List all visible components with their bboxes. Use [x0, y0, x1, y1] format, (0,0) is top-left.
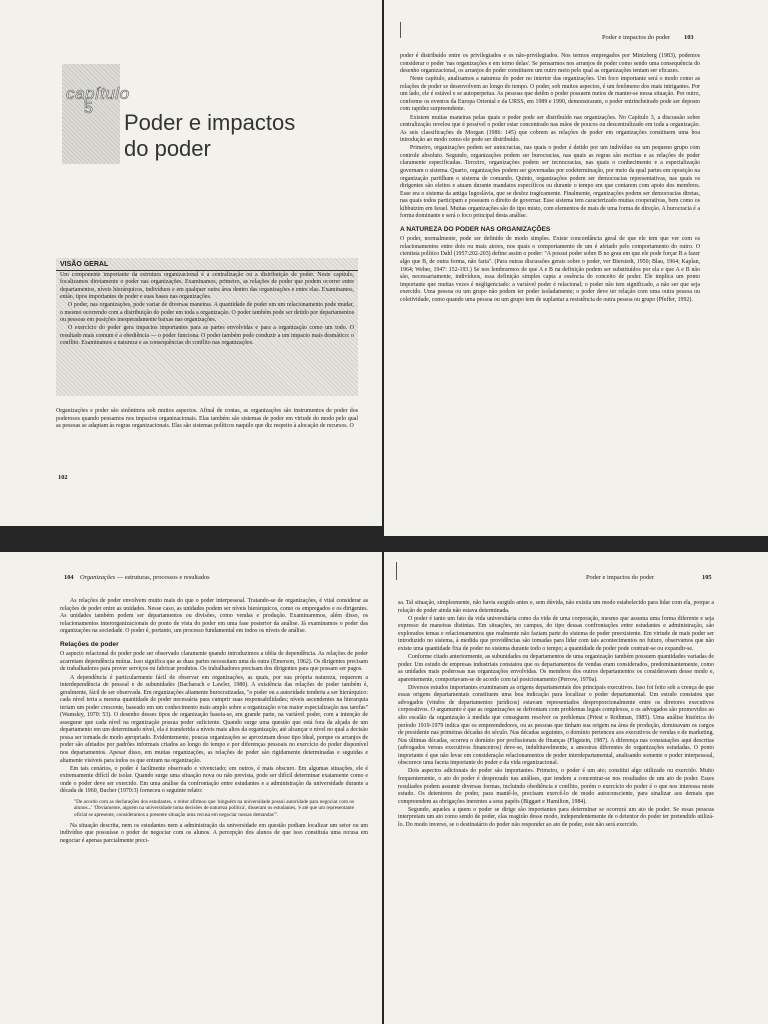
chapter-number: 5	[84, 100, 93, 117]
body-paragraph: Na situação descrita, nem os estudantes nem a administração da universidade em questão podiam localizar um setor ou um indivíduo que possuísse o poder de negociar com os alunos. A percepção dos alunos de que isso constituía uma recusa em negociar é apenas parcialmente preci-	[60, 822, 368, 844]
running-header	[64, 574, 210, 581]
body-paragraph: Diversos estudos importantes examinaram as origens departamentais dos principais executivos. Isso foi feito sob a crença de que essas origens departamentais constituem uma boa indicação para localizar o poder departamental. Um estudo constatou que advogados (vindos de departamentos jurídicos) estavam representados desproporcionalmente entre os diretores executivos corporativos. O argumento é que as organizações se defrontam com problemas legais complexos, e os advogados são promovidos ao alto escalão da organização à medida que conseguem resolver os problemas (Priest e Rothman, 1985). Uma análise histórica do período 1919-1979 indica que os empreendedores, ou as pessoas que tinham sua origem na área de produção, dominavam os cargos de presidente nas primeiras décadas do século. Nas décadas seguintes, o domínio pertenceu aos executivos de vendas e de marketing. Nas últimas décadas, ocorreu o domínio por profissionais de finanças (Fligstein, 1987). A diferença nas constatações aqui descritas (advogados versus executivos financeiros) deve-se, indubitavelmente, a amostras diferentes de organizações estudadas. O ponto importante é que não levar em consideração relacionamentos de poder interdepartamental, analisando somente o poder interpessoal, obscurece uma faceta importante do poder e da vida organizacional.	[398, 684, 714, 767]
running-header	[586, 574, 654, 581]
body-paragraph: O aspecto relacional do poder pode ser observado claramente quando introduzimos a idéia de dependência. As relações de poder acarretam dependência mútua. Isso significa que as duas partes necessitam uma da outra (Emerson, 1962). Os dirigentes precisam de trabalhadores para prover serviços ou fabricar produtos. Os trabalhadores precisam dos dirigentes para que possam ser pagos.	[60, 651, 368, 673]
chapter-label: capítulo	[66, 84, 130, 103]
overview-paragraph: Um componente importante da estrutura organizacional é a centralização ou a distribuição de poder. Neste capítulo, focalizamos diretamente o poder nas organizações. Examinamos, primeiro, as relações de poder que podem ocorrer entre departamentos, níveis hierárquicos, indivíduos e em qualquer outra área dentro das organizações e entre elas. Examinamos, então, tipos importantes de poder e suas bases nas organizações.	[60, 272, 354, 301]
overview-rule	[56, 270, 358, 271]
body-paragraph: Neste capítulo, analisamos a natureza do poder no interior das organizações. Um foco importante será o modo como as relações de poder se desenvolvem ao longo do tempo. O poder, sob muitos aspectos, é um fenômeno dos mais intrigantes. Por um lado, ele é estável e se autoperpetua. As pessoas que detêm o poder possuem meios de manter-se nessa situação. Por outro, conforme os eventos da Europa Oriental e da URSS, em 1989 e 1990, demonstraram, o poder entrincheirado pode ser deposto com rapidez surpreendente.	[400, 76, 700, 113]
page-102	[0, 0, 382, 526]
body-paragraph: Existem muitas maneiras pelas quais o poder pode ser distribuído nas organizações. No Capítulo 3, a discussão sobre centralização revelou que é possível o poder estar concentrado nas mãos de poucos ou descentralizado em toda a organização. As seis classificações de Morgan (1986: 145) que cobrem as relações de poder em organizações constituem uma boa introdução ao modo como ele pode ser distribuído.	[400, 114, 700, 144]
body-text	[400, 53, 700, 305]
intro-text	[56, 408, 358, 431]
page-103	[384, 0, 768, 536]
page-number-value: 103	[684, 34, 694, 41]
body-paragraph: O poder, normalmente, pode ser definido de modo simples. Existe concordância geral de que ele tem que ver com os relacionamentos entre dois ou mais atores, nos quais o comportamento de um é afetado pelo comportamento do outro. O cientista político Dahl (1957:202-203) define assim o poder: "A possui poder sobre B no grau em que ele pode forçar B a fazer algo que B, de outra forma, não faria". (Para outras discussões gerais sobre o poder, ver Bierstedt, 1950; Blau, 1964; Kaplan, 1964; Weber, 1947: 152-193.) Se nos lembrarmos de que A e B na definição podem ser substituídos por ela e que A e B não são, necessariamente, indivíduos, essa definição simples capta a essência do conceito de poder. Ele implica um ponto importante que muitas vezes é negligenciado: a variável poder é relacional; o poder não tem significado, a não ser que seja exercido. Uma pessoa ou um grupo não podem ter poder isoladamente; o poder deve ter relação com uma outra pessoa ou coletividade, como quando uma pessoa ou um grupo tem de suplantar a resistência de outra pessoa ou grupo (Pfeffer, 1992).	[400, 236, 700, 303]
chapter-title-line-1: Poder e impactos	[124, 110, 296, 135]
page-number: 102	[58, 474, 68, 481]
running-header-book: Organizações	[79, 574, 116, 581]
overview-paragraph: O poder, nas organizações, pode variar de diversas maneiras. A quantidade de poder em um relacionamento pode mudar, o mesmo ocorrendo com a distribuição do poder em toda a organização. O poder também pode ser detido por departamentos ou pessoas em posições inesperadamente baixas nas organizações.	[60, 302, 354, 324]
crop-mark	[400, 22, 401, 38]
body-paragraph: Segundo, aqueles a quem o poder se dirige são importantes para determinar se ocorrerá um ato de poder. Se essas pessoas interpretam um ato como sendo de poder, elas reagirão desse modo, independentemente de o detentor do poder ter pretendido utilizá-lo. Do modo inverso, se o destinatário do poder não responder ao ato de poder, este não será exercido.	[398, 806, 714, 828]
block-quote: "De acordo com as declarações dos estudantes, o reitor afirmou que 'ninguém na universidade possui autoridade para negociar com os alunos...' 'Obviamente, alguém na universidade toma decisões de natureza política', disseram os estudantes, 'e até que um representante oficial se apresente, consideramos a presente situação uma recusa em negociar nossas demandas'".	[74, 798, 354, 819]
page-105	[384, 552, 768, 1024]
running-header-title: Poder e impactos do poder	[586, 574, 655, 581]
running-header-title: Poder e impactos do poder	[602, 34, 671, 41]
page-number	[702, 574, 712, 581]
running-header	[602, 34, 670, 41]
body-paragraph: Primeiro, organizações podem ser autocracias, nas quais o poder é detido por um indivíduo ou um pequeno grupo com controle absoluto. Segundo, organizações podem ser burocracias, nas quais as regras são escritas e as relações de poder claramente especificadas. Terceiro, organizações podem ser tecnocracias, nas quais o conhecimento e a especialização governam o sistema. Quarto, organizações podem ser governadas por codeterminação, por meio da qual partes em oposição na organização partilham o sistema de comando. Quinto, organizações podem ser democracias representativas, nas quais os dirigentes são eleitos e atuam durante mandatos específicos ou durante o tempo em que contarem com apoio dos membros. Esse era o sistema da antiga Iugoslávia, que se desfez tragicamente. Finalmente, organizações podem ser democracias diretas, nas quais todos participam e possuem o direito de governar. Esse sistema tem caracterizado muitas cooperativas, bem como os kibbutzim em Israel. Muitas organizações são do tipo misto, com elementos de mais de uma forma de direção. A burocracia é a forma dominante e será o foco principal desta análise.	[400, 145, 700, 220]
page-number-value: 105	[702, 574, 712, 581]
intro-paragraph: Organizações e poder são sinônimos sob muitos aspectos. Afinal de contas, as organizações são instrumentos de poder dos poderosos quando pensamos nos impactos organizacionais. Elas também são sistemas de poder em virtude do modo pelo qual as pessoas se adaptam às regras organizacionais. Elas são sistemas políticos naquilo que diz respeito à alocação de recursos. O	[56, 408, 358, 430]
body-paragraph: Em tais cenários, o poder é facilmente observado e vivenciado; em outros, é mais obscuro. Em algumas situações, ele é extremamente difícil de isolar. Quando surge uma situação nova ou não prevista, pode ser difícil determinar exatamente como e onde o poder deve ser exercido. Em uma análise da confrontação entre estudantes e a administração da universidade durante a década de 1960, Bucher (1970:3) forneceu o seguinte relato:	[60, 765, 368, 795]
body-paragraph: A dependência é particularmente fácil de observar em organizações, as quais, por sua própria natureza, requerem a interdependência de pessoal e de subunidades (Bacharach e Lawler, 1980). A existência das relações de poder também é, geralmente, fácil de ser observada. Em organizações altamente burocratizadas, "o poder ou a autoridade tenderia a ser hierárquico: cada nível teria a mesma quantidade de poder necessária para cumprir suas responsabilidades; níveis ascendentes na hierarquia teriam um poder crescente, baseado em um conhecimento mais amplo sobre a organização e/ou maior especialização nas tarefas" (Wamsley, 1970: 53). O desenho desses tipos de organização baseia-se, em grande parte, na variável poder, com a intenção de assegurar que cada nível na organização possua poder suficiente. Quando surge uma questão que está fora da alçada de um departamento em um determinado nível, ela é transferida a níveis mais altos da organização, até alcançar o nível no qual a decisão possa ser tomada de modo apropriado. Evidentemente, poucas organizações se aproximam desse tipo ideal, porque os arranjos de poder são afetados por padrões informais criados ao longo do tempo e por diferenças pessoais no exercício do poder disponível nos departamentos. Apesar disso, em muitas organizações, as relações de poder são rigidamente determinadas e seguidas e altamente visíveis para todos os que entram na organização.	[60, 674, 368, 764]
body-text	[398, 600, 714, 830]
body-text	[60, 598, 368, 846]
overview-paragraph: O exercício do poder gera impactos importantes para as partes envolvidas e para a organização como um todo. O resultado mais comum é a obediência — o poder funciona. O poder também pode conduzir a um impacto mais dramático: o conflito. Examinamos a natureza e as consequências do conflito nas organizações.	[60, 325, 354, 347]
body-paragraph: Dois aspectos adicionais do poder são importantes. Primeiro, o poder é um ato; constitui algo utilizado ou exercido. Muito frequentemente, o ato do poder é desprezado nas análises, que tendem a concentrar-se nos resultados de um ato de poder. Esses resultados podem assumir diversas formas, incluindo obediência e conflito, porém o exercício do poder é o que nos interessa neste estudo. Os detentores do poder, para mantê-lo, precisam exercê-lo de modo autoconsciente, para sinalizar aos demais que compreendem as obrigações inerentes a seus papéis (Biggart e Hamilton, 1984).	[398, 768, 714, 805]
running-header-subtitle: — estruturas, processos e resultados	[115, 574, 210, 581]
section-heading: Relações de poder	[60, 640, 119, 648]
body-paragraph: Conforme citado anteriormente, as subunidades ou departamentos de uma organização também possuem quantidades variadas de poder. Um estudo de empresas industriais constatou que os departamentos de vendas eram considerados, predominantemente, como as unidades mais poderosas nas organizações envolvidas. Os membros dos outros departamentos os consideravam desse modo e, aparentemente, comportavam-se de acordo com tal posicionamento (Perrow, 1970a).	[398, 654, 714, 683]
overview-body	[60, 272, 354, 348]
body-paragraph: sa. Tal situação, simplesmente, não havia surgido antes e, sem dúvida, não existia um modo estabelecido para lidar com ela, porque a relação de poder ainda não estava determinada.	[398, 600, 714, 614]
overview-title: VISÃO GERAL	[60, 261, 109, 268]
body-paragraph: poder é distribuído entre os privilegiados e os não-privilegiados. Nos termos empregados por Mintzberg (1983), podemos considerar o poder 'nas organizações e em torno delas'. Se pensarmos nos arranjos de poder como sendo uma consequência do desenho organizacional, os arranjos do poder constituem um outro meio pelo qual as organizações tentam ser eficazes.	[400, 53, 700, 75]
body-paragraph: As relações de poder envolvem muito mais do que o poder interpessoal. Tratando-se de organizações, é vital considerar as relações de poder entre as unidades. Nesse caso, as unidades podem ser níveis hierárquicos, como os empregados e os dirigentes. As unidades também podem ser departamentos ou divisões, como vendas e produção. Examinaremos, além disso, os relacionamentos interorganizacionais do ponto de vista do poder em uma fase posterior da análise. Já examinamos o poder das organizações na sociedade. O poder é, portanto, um processo fundamental em todos os níveis de análise.	[60, 598, 368, 635]
chapter-title	[124, 110, 344, 162]
page-number	[684, 34, 694, 41]
crop-mark	[396, 562, 397, 580]
page-104	[0, 552, 382, 1024]
page-number: 104	[64, 574, 74, 581]
body-paragraph: O poder é tanto um fato da vida universitária como da vida de uma corporação, mesmo que assuma uma forma diferente e seja expresso de maneiras distintas. Em situações, no campus, do tipo dessas confrontações entre estudantes e administração, são explorados temas e relacionamentos que realmente não faziam parte do sistema de poder preexistente. Em virtude de mais poder ser introduzido no sistema, à medida que providências são tomadas para lidar com tais acontecimentos no futuro, observamos que não existe uma quantidade fixa de poder no sistema durante todo o tempo; a quantidade de poder pode contrair-se ou expandir-se.	[398, 615, 714, 652]
section-heading: A NATUREZA DO PODER NAS ORGANIZAÇÕES	[400, 225, 551, 233]
chapter-title-line-2: do poder	[124, 136, 211, 161]
